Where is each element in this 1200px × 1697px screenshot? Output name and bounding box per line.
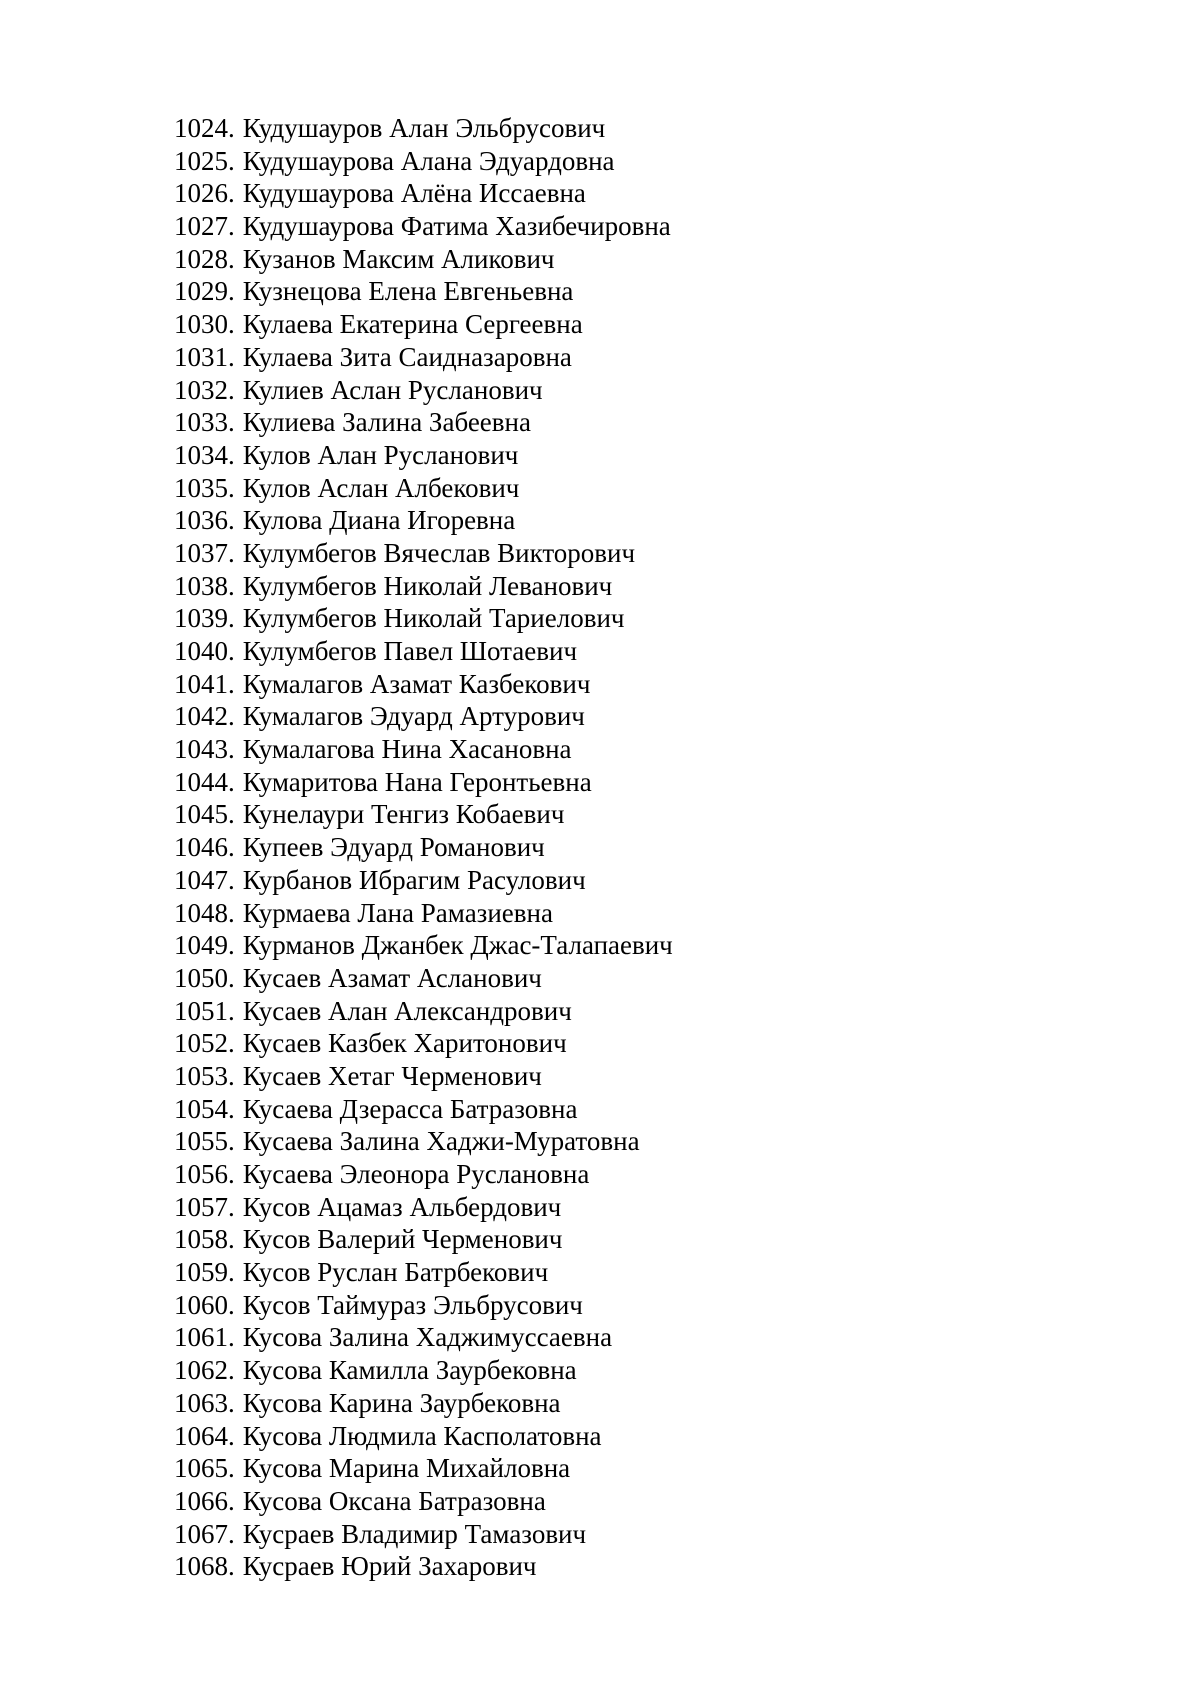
item-number: 1025. (174, 145, 235, 176)
item-name: Кусаева Залина Хаджи-Муратовна (242, 1126, 640, 1157)
item-name: Кусов Ацамаз Альбердович (242, 1191, 562, 1222)
list-item (174, 700, 673, 733)
list-item (174, 308, 673, 341)
list-item (174, 439, 673, 472)
list-item (174, 897, 673, 930)
item-name: Кудушаурова Фатима Хазибечировна (242, 211, 671, 242)
list-item (174, 112, 673, 145)
item-number: 1043. (174, 734, 235, 765)
item-name: Кусраев Юрий Захарович (242, 1551, 537, 1582)
list-item (174, 962, 673, 995)
item-number: 1045. (174, 799, 235, 830)
item-name: Кусов Руслан Батрбекович (242, 1257, 549, 1288)
list-item (174, 766, 673, 799)
item-number: 1052. (174, 1028, 235, 1059)
item-name: Курманов Джанбек Джас-Талапаевич (242, 930, 673, 961)
item-name: Курбанов Ибрагим Расулович (242, 864, 586, 895)
item-number: 1033. (174, 407, 235, 438)
list-item (174, 1027, 673, 1060)
list-item (174, 864, 673, 897)
list-item (174, 243, 673, 276)
item-number: 1031. (174, 341, 235, 372)
item-number: 1057. (174, 1191, 235, 1222)
list-item (174, 537, 673, 570)
list-item (174, 1223, 673, 1256)
list-item (174, 406, 673, 439)
item-number: 1067. (174, 1518, 235, 1549)
item-name: Кусова Людмила Касполатовна (242, 1420, 602, 1451)
list-item (174, 570, 673, 603)
item-number: 1038. (174, 570, 235, 601)
item-number: 1040. (174, 636, 235, 666)
item-number: 1046. (174, 832, 235, 863)
list-item (174, 1289, 673, 1322)
item-number: 1044. (174, 766, 235, 797)
list-item (174, 1191, 673, 1224)
item-number: 1056. (174, 1159, 235, 1189)
item-name: Кулумбегов Павел Шотаевич (242, 636, 578, 666)
item-name: Кудушауров Алан Эльбрусович (242, 113, 606, 143)
item-name: Купеев Эдуард Романович (242, 832, 545, 863)
list-item (174, 374, 673, 407)
item-name: Кулиева Залина Забеевна (242, 407, 531, 438)
item-name: Кудушаурова Алёна Иссаевна (242, 178, 586, 209)
item-number: 1062. (174, 1355, 235, 1386)
list-item (174, 1387, 673, 1420)
list-item (174, 798, 673, 831)
item-name: Кусов Таймураз Эльбрусович (242, 1289, 583, 1320)
list-item (174, 341, 673, 374)
item-number: 1055. (174, 1126, 235, 1157)
item-name: Кусаев Алан Александрович (242, 995, 572, 1026)
list-item (174, 1485, 673, 1518)
list-item (174, 1321, 673, 1354)
list-item (174, 1354, 673, 1387)
item-name: Кусаев Хетаг Черменович (242, 1060, 542, 1091)
item-number: 1064. (174, 1420, 235, 1451)
item-name: Кулаева Зита Саидназаровна (242, 341, 572, 372)
item-name: Кусов Валерий Черменович (242, 1224, 563, 1255)
item-number: 1047. (174, 864, 235, 895)
item-name: Кумалагова Нина Хасановна (242, 734, 572, 765)
list-item (174, 1125, 673, 1158)
item-name: Кузнецова Елена Евгеньевна (242, 276, 574, 307)
item-number: 1030. (174, 309, 235, 340)
list-item (174, 1420, 673, 1453)
list-item (174, 1256, 673, 1289)
item-name: Кумалагов Эдуард Артурович (242, 701, 585, 732)
item-number: 1036. (174, 505, 235, 536)
item-name: Кулаева Екатерина Сергеевна (242, 309, 583, 340)
item-name: Кусова Залина Хаджимуссаевна (242, 1322, 613, 1353)
item-number: 1026. (174, 178, 235, 209)
item-number: 1065. (174, 1453, 235, 1484)
item-number: 1054. (174, 1093, 235, 1124)
list-item (174, 635, 673, 668)
item-name: Курмаева Лана Рамазиевна (242, 897, 553, 928)
item-number: 1058. (174, 1224, 235, 1255)
list-item (174, 1060, 673, 1093)
list-item (174, 1452, 673, 1485)
name-list (174, 112, 673, 1583)
item-number: 1051. (174, 995, 235, 1026)
item-name: Кумалагов Азамат Казбекович (242, 668, 591, 699)
item-name: Кусаева Элеонора Руслановна (242, 1159, 590, 1189)
item-name: Кусова Карина Заурбековна (242, 1387, 561, 1418)
item-number: 1061. (174, 1322, 235, 1353)
item-number: 1032. (174, 374, 235, 405)
list-item (174, 504, 673, 537)
item-name: Кумаритова Нана Геронтьевна (242, 766, 592, 797)
item-name: Кудушаурова Алана Эдуардовна (242, 145, 615, 176)
item-name: Кулиев Аслан Русланович (242, 374, 543, 405)
item-name: Кузанов Максим Аликович (242, 243, 555, 274)
item-number: 1039. (174, 603, 235, 634)
list-item (174, 831, 673, 864)
item-number: 1063. (174, 1387, 235, 1418)
list-item (174, 733, 673, 766)
item-name: Кусаев Азамат Асланович (242, 962, 542, 993)
item-name: Кулумбегов Вячеслав Викторович (242, 537, 636, 568)
item-number: 1034. (174, 439, 235, 470)
item-name: Кунелаури Тенгиз Кобаевич (242, 799, 565, 830)
item-number: 1048. (174, 897, 235, 928)
item-number: 1027. (174, 211, 235, 242)
item-name: Кусова Марина Михайловна (242, 1453, 571, 1484)
list-item (174, 1093, 673, 1126)
item-number: 1050. (174, 962, 235, 993)
item-name: Кулумбегов Николай Леванович (242, 570, 613, 601)
item-number: 1060. (174, 1289, 235, 1320)
list-item (174, 929, 673, 962)
item-number: 1042. (174, 701, 235, 732)
item-name: Кусова Оксана Батразовна (242, 1485, 546, 1516)
item-number: 1028. (174, 243, 235, 274)
item-number: 1059. (174, 1257, 235, 1288)
item-name: Кусова Камилла Заурбековна (242, 1355, 577, 1386)
item-number: 1024. (174, 113, 235, 143)
item-number: 1041. (174, 668, 235, 699)
list-item (174, 1550, 673, 1583)
item-name: Кусраев Владимир Тамазович (242, 1518, 587, 1549)
item-name: Кулов Аслан Албекович (242, 472, 520, 503)
list-item (174, 668, 673, 701)
item-number: 1035. (174, 472, 235, 503)
item-number: 1029. (174, 276, 235, 307)
item-name: Кулов Алан Русланович (242, 439, 519, 470)
item-name: Кулова Диана Игоревна (242, 505, 516, 536)
list-item (174, 145, 673, 178)
list-item (174, 275, 673, 308)
item-number: 1037. (174, 537, 235, 568)
list-item (174, 995, 673, 1028)
item-name: Кусаева Дзерасса Батразовна (242, 1093, 578, 1124)
list-item (174, 1158, 673, 1191)
list-item (174, 210, 673, 243)
item-number: 1068. (174, 1551, 235, 1582)
item-name: Кулумбегов Николай Тариелович (242, 603, 625, 634)
item-number: 1066. (174, 1485, 235, 1516)
item-number: 1049. (174, 930, 235, 961)
list-item (174, 1518, 673, 1551)
item-name: Кусаев Казбек Харитонович (242, 1028, 567, 1059)
list-item (174, 602, 673, 635)
list-item (174, 472, 673, 505)
list-item (174, 177, 673, 210)
item-number: 1053. (174, 1060, 235, 1091)
